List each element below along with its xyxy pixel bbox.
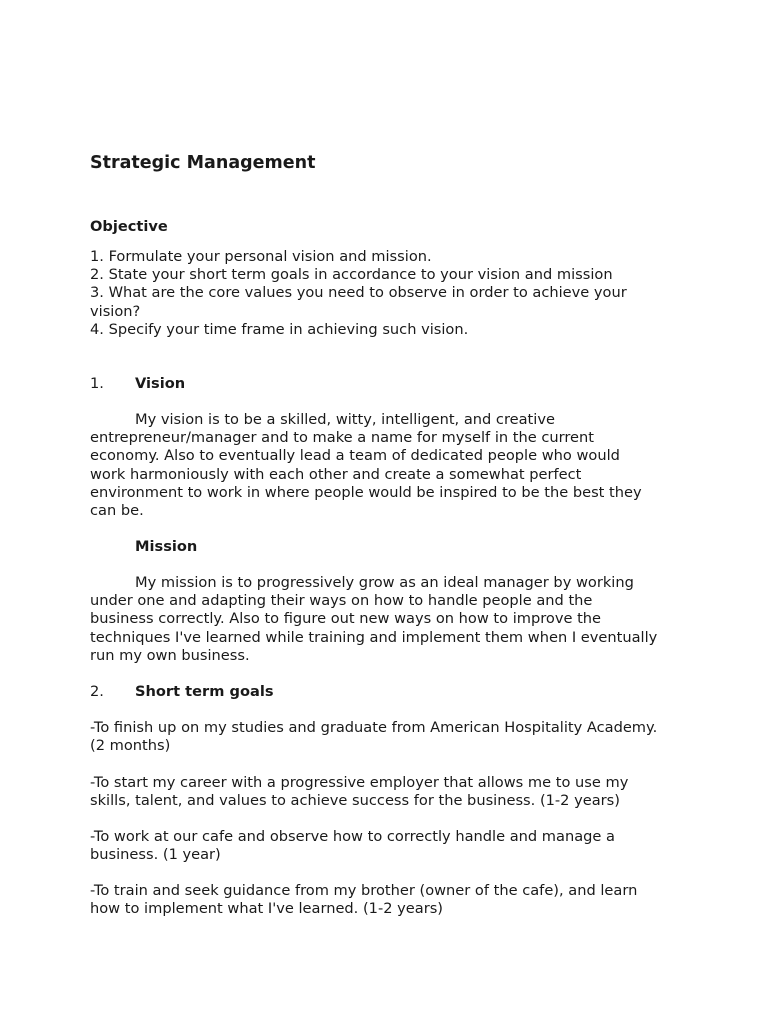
objective-line: 4. Specify your time frame in achieving such vision.: [90, 320, 469, 338]
paragraph-line: under one and adapting their ways on how to handle people and the: [90, 592, 593, 610]
objective-line: 2. State your short term goals in accordance to your vision and mission: [90, 266, 613, 284]
goal-line: (2 months): [90, 737, 171, 755]
goal-item: [90, 828, 615, 864]
goal-line: skills, talent, and values to achieve success for the business. (1-2 years): [90, 792, 620, 810]
document-title: Strategic Management: [90, 153, 316, 173]
objective-list: [90, 248, 627, 339]
short-term-goals-heading: Short term goals: [135, 683, 274, 700]
objective-line: 1. Formulate your personal vision and mission.: [90, 248, 432, 265]
paragraph-line: can be.: [90, 502, 144, 520]
objective-line: vision?: [90, 302, 141, 320]
vision-heading: Vision: [135, 375, 186, 392]
goal-line: business. (1 year): [90, 846, 221, 864]
goal-item: [90, 719, 657, 755]
vision-paragraph: [90, 411, 642, 520]
goal-line: how to implement what I've learned. (1-2 years): [90, 900, 443, 918]
paragraph-line: entrepreneur/manager and to make a name for myself in the current: [90, 429, 595, 447]
section-number: 2.: [90, 683, 104, 700]
paragraph-line: techniques I've learned while training and implement them when I eventually: [90, 628, 658, 646]
paragraph-line: business correctly. Also to figure out new ways on how to improve the: [90, 610, 602, 628]
goal-line: -To start my career with a progressive employer that allows me to use my: [90, 774, 629, 791]
mission-heading: Mission: [135, 538, 198, 555]
section-number: 1.: [90, 375, 104, 392]
objective-line: 3. What are the core values you need to observe in order to achieve your: [90, 284, 627, 302]
objective-heading: Objective: [90, 218, 168, 235]
goal-line: -To finish up on my studies and graduate from American Hospitality Academy.: [90, 719, 658, 736]
mission-paragraph: [90, 574, 657, 665]
paragraph-line: My mission is to progressively grow as an ideal manager by working: [135, 574, 634, 591]
paragraph-line: run my own business.: [90, 646, 250, 664]
goal-line: -To train and seek guidance from my brother (owner of the cafe), and learn: [90, 882, 638, 899]
paragraph-line: work harmoniously with each other and create a somewhat perfect: [90, 465, 582, 483]
goal-item: [90, 774, 628, 810]
paragraph-line: My vision is to be a skilled, witty, intelligent, and creative: [135, 411, 555, 428]
goal-item: [90, 882, 637, 918]
paragraph-line: environment to work in where people would be inspired to be the best they: [90, 483, 642, 501]
goal-line: -To work at our cafe and observe how to correctly handle and manage a: [90, 828, 615, 845]
paragraph-line: economy. Also to eventually lead a team of dedicated people who would: [90, 447, 620, 465]
